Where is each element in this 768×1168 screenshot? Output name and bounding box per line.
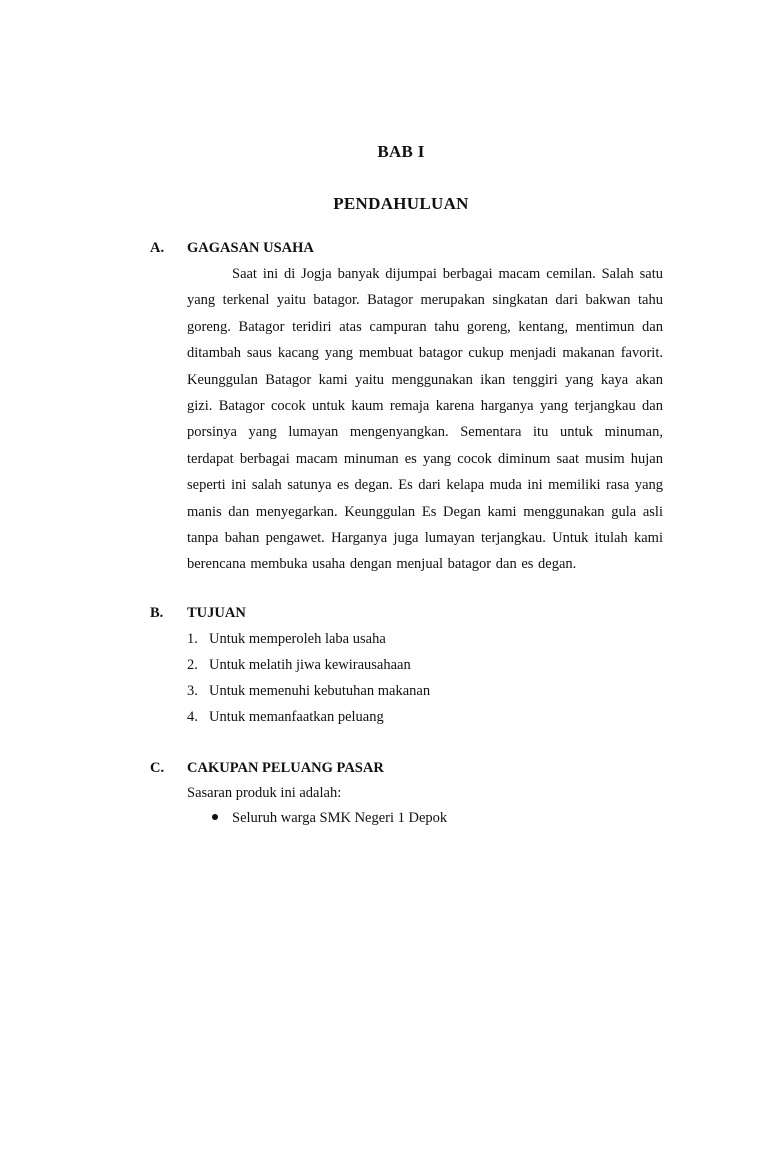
section-a-title: GAGASAN USAHA bbox=[187, 240, 314, 256]
chapter-number: BAB I bbox=[377, 142, 425, 161]
chapter-title: PENDAHULUAN bbox=[333, 194, 469, 213]
section-c-heading bbox=[150, 760, 384, 777]
list-item-text: Untuk memanfaatkan peluang bbox=[209, 709, 384, 725]
list-item-number: 1. bbox=[187, 631, 198, 647]
list-item bbox=[187, 655, 430, 681]
list-item-text: Untuk memenuhi kebutuhan makanan bbox=[209, 683, 431, 699]
list-item-text: Untuk melatih jiwa kewirausahaan bbox=[209, 657, 411, 673]
section-c-title: CAKUPAN PELUANG PASAR bbox=[187, 760, 384, 776]
section-c-letter: C. bbox=[150, 760, 165, 776]
list-item bbox=[187, 707, 430, 733]
list-item-number: 2. bbox=[187, 657, 198, 673]
section-a-paragraph: Saat ini di Jogja banyak dijumpai berbagai macam cemilan. Salah satu yang terkenal yaitu batagor. Batagor merupakan singkatan dari bakwan tahu goreng. Batagor teridiri atas campuran tahu goreng, kentang, mentimun dan ditambah saus kacang yang membuat batagor cukup menjadi makanan favorit. Keunggulan Batagor kami yaitu menggunakan ikan tenggiri yang kaya akan gizi. Batagor cocok untuk kaum remaja karena harganya yang terjangkau dan porsinya yang lumayan mengenyangkan. Sementara itu untuk minuman, terdapat berbagai macam minuman es yang cocok diminum saat musim hujan seperti ini salah satunya es degan. Es dari kelapa muda ini memiliki rasa yang manis dan menyegarkan. Keunggulan Es Degan kami menggunakan gula asli tanpa bahan pengawet. Harganya juga lumayan terjangkau. Untuk itulah kami berencana membuka usaha dengan menjual batagor dan es degan. bbox=[187, 266, 663, 573]
section-b-title: TUJUAN bbox=[187, 605, 246, 621]
bullet-icon bbox=[212, 814, 218, 820]
bullet-item-text: Seluruh warga SMK Negeri 1 Depok bbox=[232, 810, 448, 826]
objectives-list bbox=[187, 629, 430, 733]
section-c-intro: Sasaran produk ini adalah: bbox=[187, 785, 342, 801]
bullet-item bbox=[212, 810, 447, 827]
section-a-heading bbox=[150, 240, 314, 257]
section-b-heading bbox=[150, 605, 246, 622]
list-item-number: 4. bbox=[187, 709, 198, 725]
list-item-number: 3. bbox=[187, 683, 198, 699]
section-a-letter: A. bbox=[150, 240, 165, 256]
list-item bbox=[187, 629, 430, 655]
section-b-letter: B. bbox=[150, 605, 164, 621]
list-item bbox=[187, 681, 430, 707]
list-item-text: Untuk memperoleh laba usaha bbox=[209, 631, 386, 647]
